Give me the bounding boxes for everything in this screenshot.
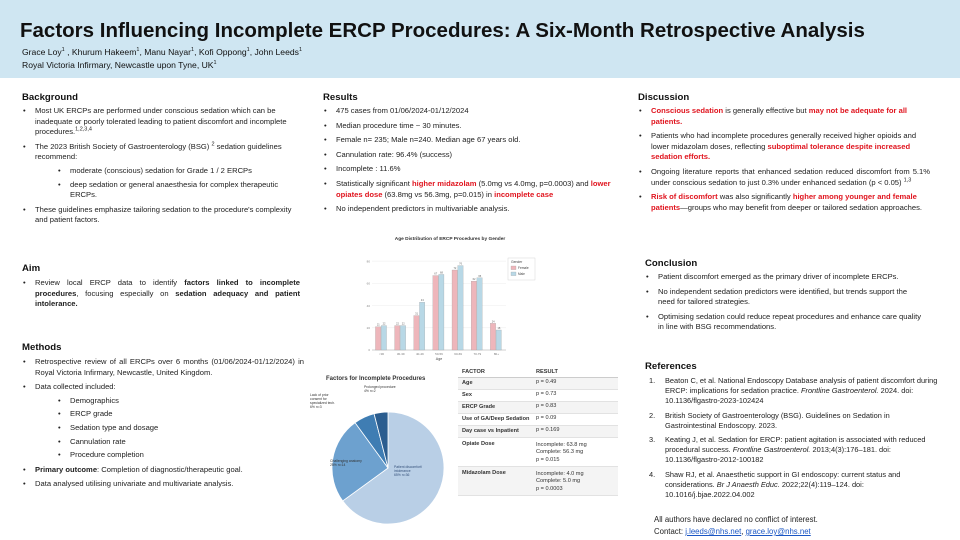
bullet-text: : Completion of diagnostic/therapeutic goal.: [97, 464, 243, 474]
email-link[interactable]: grace.loy@nhs.net: [745, 527, 811, 536]
bar-value-label: 22: [382, 322, 386, 326]
table-row: [458, 389, 618, 401]
bar-value-label: 62: [472, 278, 476, 282]
y-tick-label: 80: [366, 259, 370, 264]
pie-slice-label: [364, 385, 396, 393]
background-section: [22, 106, 300, 230]
contact-line: [654, 527, 811, 538]
bar-female: [414, 316, 419, 350]
methods-heading: Methods: [22, 342, 62, 353]
background-heading: Background: [22, 92, 78, 103]
result-line: Complete: 5.0 mg: [536, 478, 581, 485]
x-axis-label: Age: [435, 357, 443, 361]
chart-title: Age Distribution of ERCP Procedures by Gender: [394, 237, 506, 242]
affiliation-mark: 1: [191, 47, 195, 54]
sub-list-item: • deep sedation or general anaesthesia for complex therapeutic ERCPs.: [57, 180, 300, 201]
x-tick-label: 60-69: [454, 352, 462, 356]
result-line: Incomplete: 63.8 mg: [536, 441, 587, 448]
chart-title: Factors for Incomplete Procedures: [326, 376, 426, 382]
x-tick-label: 40-49: [416, 352, 424, 356]
result-line: p = 0.73: [536, 391, 557, 398]
sub-list-item: • moderate (conscious) sedation for Grade 1 / 2 ERCPs: [57, 166, 300, 177]
list-item: • These guidelines emphasize tailoring sedation to the procedure's complexity and patient factors.: [22, 205, 300, 226]
bullet-text: Statistically significant: [336, 178, 412, 188]
bar-value-label: 68: [440, 271, 443, 275]
factor-cell: Use of GA/Deep Sedation: [462, 416, 530, 422]
bullet-text: (5.0mg vs 4.0mg, p=0.0003) and: [476, 178, 591, 188]
poster-title: Factors Influencing Incomplete ERCP Procedures: A Six-Month Retrospective Analysis: [20, 19, 865, 42]
age-distribution-chart: [362, 232, 538, 362]
author-name: Grace Loy: [22, 47, 62, 57]
aim-text: , focusing especially on: [76, 288, 176, 298]
bar-value-label: 18: [497, 327, 501, 330]
bar-male: [419, 302, 424, 350]
factor-cell: Day case vs Inpatient: [462, 428, 519, 434]
bar-value-label: 76: [459, 262, 463, 266]
reference-journal: Br J Anaesth Educ.: [716, 479, 780, 489]
bullet-text: is generally effective but: [723, 106, 809, 115]
reference-text: Keating J, et al. Sedation for ERCP: patient agitation is associated with reduced procedural success.: [665, 435, 926, 455]
highlight-text: lower opiates dose: [336, 178, 611, 199]
result-line: p = 0.83: [536, 403, 557, 410]
citation-mark: 2: [211, 141, 215, 148]
bar-male: [400, 326, 405, 350]
result-line: p = 0.49: [536, 379, 557, 386]
bar-male: [477, 278, 482, 350]
highlight-text: Conscious sedation: [651, 106, 724, 115]
list-item: • Retrospective review of all ERCPs over 6 months (01/06/2024-01/12/2024) in Royal Victoria Infirmary, Newcastle, United Kingdom.: [22, 357, 304, 378]
aim-text: Review local ERCP data to identify: [35, 278, 185, 287]
sub-list-item: • Demographics: [57, 396, 304, 407]
author-name: Manu Nayar: [144, 47, 192, 57]
y-tick-label: 40: [366, 303, 370, 308]
factor-cell: ERCP Grade: [462, 404, 496, 410]
result-line: p = 0.015: [536, 456, 560, 463]
highlight-text: incomplete case: [494, 189, 554, 199]
bullet-text: was also significantly: [717, 192, 793, 202]
reference-number: 2.: [649, 410, 656, 420]
citation-mark: 1,2,3,4: [75, 126, 92, 133]
reference-text: 2013;4(3):176–181. doi: 10.1136/flgastro-2012-100182: [665, 445, 891, 465]
label-line: 4% n=2: [364, 389, 376, 393]
bar-male: [381, 326, 386, 350]
highlight-text: higher midazolam: [411, 178, 477, 188]
table-body: [458, 377, 618, 495]
result-line: Incomplete: 4.0 mg: [536, 470, 584, 477]
factor-cell: Opiate Dose: [462, 440, 495, 447]
bar-value-label: 43: [420, 299, 424, 303]
methods-section: [22, 357, 304, 494]
reference-text: British Society of Gastroenterology (BSG). Guidelines on Sedation in Gastrointestinal Endoscopy. 2023.: [665, 410, 890, 430]
result-cell: [536, 437, 618, 466]
table-row: [458, 437, 618, 466]
result-line: p = 0.0003: [536, 485, 563, 492]
factor-cell: Age: [462, 380, 473, 386]
label-line: 65% n=36: [394, 473, 410, 477]
institution: [22, 60, 217, 70]
legend-title: Gender: [511, 260, 523, 264]
conclusion-section: [645, 272, 925, 337]
list-item: [22, 142, 300, 201]
table-header: RESULT: [536, 369, 558, 376]
bar-value-label: 22: [396, 322, 399, 326]
bar-value-label: 65: [478, 274, 482, 278]
list-item: • No independent sedation predictors were identified, but trends support the need for tailored strategies.: [645, 287, 925, 308]
highlight-text: suboptimal tolerance despite increased sedation efforts.: [651, 141, 911, 162]
result-cell: [536, 377, 618, 389]
bar-female: [433, 276, 438, 350]
highlight-text: Risk of discomfort: [651, 192, 718, 202]
references-heading: References: [645, 361, 697, 372]
table-header-row: [458, 368, 618, 377]
label-line: Patient discomfort/: [394, 465, 423, 469]
contact-label: Contact:: [654, 527, 686, 536]
bar-female: [471, 281, 476, 350]
email-link[interactable]: j.leeds@nhs.net: [685, 527, 742, 536]
sub-list-item: • ERCP grade: [57, 409, 304, 420]
label-line: 25% n=14: [330, 463, 346, 467]
results-heading: Results: [323, 92, 358, 103]
table-header: FACTOR: [462, 369, 485, 376]
author-list: Grace Loy$^1$ , Khurum Hakeem$^1$, Manu Nayar$^1$, Kofi Oppong$^1$, John Leeds$^1$: [22, 47, 302, 57]
label-line: specialized tech.: [310, 401, 336, 405]
bar-value-label: 31: [415, 312, 419, 316]
discussion-section: [638, 106, 930, 217]
bar-value-label: 22: [401, 322, 405, 326]
bullet-text: The 2023 British Society of Gastroenterology (BSG): [35, 141, 212, 151]
list-item: [22, 465, 304, 476]
references-section: [645, 376, 940, 504]
author-name: John Leeds: [254, 47, 299, 57]
table-row: [458, 377, 618, 389]
list-item: [638, 192, 930, 213]
pie-slice-label: [310, 393, 335, 409]
result-line: p = 0.09: [536, 415, 557, 422]
bar-value-label: 72: [453, 267, 457, 270]
label-line: intolerance: [394, 469, 411, 473]
table-row: [458, 413, 618, 425]
factor-cell: Midazolam Dose: [462, 469, 506, 476]
bullet-text: —groups who may benefit from deeper or tailored sedation approaches.: [680, 202, 922, 212]
table-row: [458, 466, 618, 495]
results-section: [323, 106, 623, 219]
reference-text: 2022;22(4):119–124. doi: 10.1016/j.bjae.2022.04.002: [665, 479, 864, 500]
author-name: Kofi Oppong: [198, 47, 247, 57]
legend-swatch: [511, 266, 516, 270]
sub-list-item: • Sedation type and dosage: [57, 423, 304, 434]
legend-label: Female: [518, 266, 529, 270]
result-cell: [536, 389, 618, 401]
bar-female: [395, 326, 400, 350]
result-line: Complete: 56.3 mg: [536, 449, 584, 456]
bar-female: [452, 270, 457, 350]
label-line: Prolonged procedure: [364, 385, 396, 389]
label-line: 6% n=3: [310, 405, 322, 409]
highlight-text: higher among younger and female patients: [651, 192, 917, 212]
list-item: • No independent predictors in multivariable analysis.: [323, 204, 623, 215]
label-line: Lack of prior: [310, 393, 329, 397]
highlight-text: may not be adequate for all patients.: [651, 106, 908, 126]
reference-item: [645, 411, 940, 431]
bullet-text: (63.8mg vs 56.3mg, p=0.015) in: [382, 189, 495, 199]
factor-table: [458, 368, 618, 496]
sub-list-item: • Procedure completion: [57, 450, 304, 461]
poster-header: [0, 0, 960, 78]
sub-list-item: • Cannulation rate: [57, 437, 304, 448]
x-tick-label: <30: [379, 352, 385, 356]
affiliation-mark: 1: [213, 60, 217, 67]
affiliation-mark: 1: [298, 47, 302, 54]
x-tick-label: 50-59: [435, 352, 443, 356]
bar-female: [375, 327, 380, 350]
affiliation-mark: 1: [246, 47, 250, 54]
bullet-text: Data collected included:: [35, 382, 116, 392]
result-line: p = 0.169: [536, 427, 560, 434]
bullet-text: Patients who had incomplete procedures generally received higher opioids and lower midazolam doses, reflecting: [651, 131, 917, 151]
table-row: [458, 425, 618, 437]
conclusion-heading: Conclusion: [645, 258, 698, 269]
table-row: [458, 401, 618, 413]
y-tick-label: 60: [366, 281, 370, 286]
reference-journal: Frontline Gastroenterol.: [800, 386, 879, 396]
list-item: [22, 382, 304, 461]
bullet-text: Ongoing literature reports that enhanced sedation reduced discomfort from 5.1% under conscious sedation to just 0.3% under enhanced sedation (p < 0.05): [651, 166, 930, 187]
list-item: • Optimising sedation could reduce repeat procedures and enhance care quality in line with BSG recommendations.: [645, 312, 925, 333]
reference-item: [645, 435, 940, 466]
list-item: [22, 106, 300, 138]
reference-text: Beaton C, et al. National Endoscopy Database analysis of patient discomfort during ERCP: implications for sedation practice.: [665, 376, 938, 396]
result-cell: [536, 466, 618, 495]
list-item: [638, 167, 930, 188]
result-cell: [536, 425, 618, 437]
reference-journal: Frontline Gastroenterol.: [732, 445, 811, 455]
reference-number: 3.: [649, 435, 656, 445]
bar-value-label: 67: [434, 272, 438, 276]
bar-value-label: 24: [491, 320, 495, 324]
bar-male: [439, 274, 444, 350]
list-item: • Incomplete : 11.6%: [323, 164, 623, 175]
aim-emphasis: factors linked to incomplete procedures: [35, 278, 300, 298]
list-item: • Cannulation rate: 96.4% (success): [323, 150, 623, 161]
bullet-text: sedation guidelines recommend:: [35, 141, 282, 162]
bar-male: [496, 330, 501, 350]
conflict-declaration: All authors have declared no conflict of interest.: [654, 515, 818, 524]
list-item: [22, 278, 300, 310]
x-tick-label: 80+: [493, 352, 499, 356]
list-item: [323, 179, 623, 200]
aim-emphasis: sedation adequacy and patient intolerance.: [35, 288, 301, 309]
label-line: consent for: [310, 397, 327, 401]
label-line: Challenging anatomy: [330, 459, 362, 463]
separator: ,: [741, 527, 746, 536]
aim-section: [22, 278, 300, 314]
reference-item: [645, 470, 940, 501]
x-tick-label: 30-39: [396, 352, 405, 356]
reference-number: 4.: [649, 469, 656, 479]
institution-name: Royal Victoria Infirmary, Newcastle upon Tyne, UK: [22, 60, 214, 70]
reference-item: [645, 376, 940, 407]
y-tick-label: 0: [368, 348, 370, 353]
reference-text: Shaw RJ, et al. Anaesthetic support in GI endoscopy: current status and considerations.: [665, 469, 901, 489]
result-cell: [536, 401, 618, 413]
incomplete-factors-pie-chart: [310, 366, 460, 530]
list-item: [638, 106, 930, 127]
author-name: Khurum Hakeem: [71, 47, 137, 57]
affiliation-mark: 1: [61, 47, 65, 54]
result-cell: [536, 413, 618, 425]
bar-female: [490, 323, 495, 350]
legend-label: Male: [518, 272, 525, 276]
list-item: • 475 cases from 01/06/2024-01/12/2024: [323, 106, 623, 117]
list-item: [638, 131, 930, 163]
citation-mark: 1,3: [903, 177, 912, 184]
list-item: • Patient discomfort emerged as the primary driver of incomplete ERCPs.: [645, 272, 925, 283]
list-item: • Female n= 235; Male n=240. Median age 67 years old.: [323, 135, 623, 146]
legend-swatch: [511, 272, 516, 276]
bar-male: [458, 266, 463, 350]
factor-cell: Sex: [462, 392, 472, 398]
list-item: • Median procedure time ~ 30 minutes.: [323, 121, 623, 132]
bullet-emphasis: Primary outcome: [35, 464, 98, 474]
reference-text: 2024. doi: 10.1136/flgastro-2023-102424: [665, 386, 914, 406]
affiliation-mark: 1: [136, 47, 140, 54]
aim-heading: Aim: [22, 263, 41, 274]
bar-value-label: 21: [376, 323, 380, 327]
bullet-text: Most UK ERCPs are performed under conscious sedation which can be inadequate or poorly tolerated leading to patient discomfort and incomplete procedures.: [35, 106, 287, 137]
list-item: • Data analysed utilising univariate and multivariate analysis.: [22, 479, 304, 490]
x-tick-label: 70-79: [473, 352, 482, 356]
discussion-heading: Discussion: [638, 92, 690, 103]
y-tick-label: 20: [366, 325, 370, 330]
reference-number: 1.: [649, 376, 656, 385]
